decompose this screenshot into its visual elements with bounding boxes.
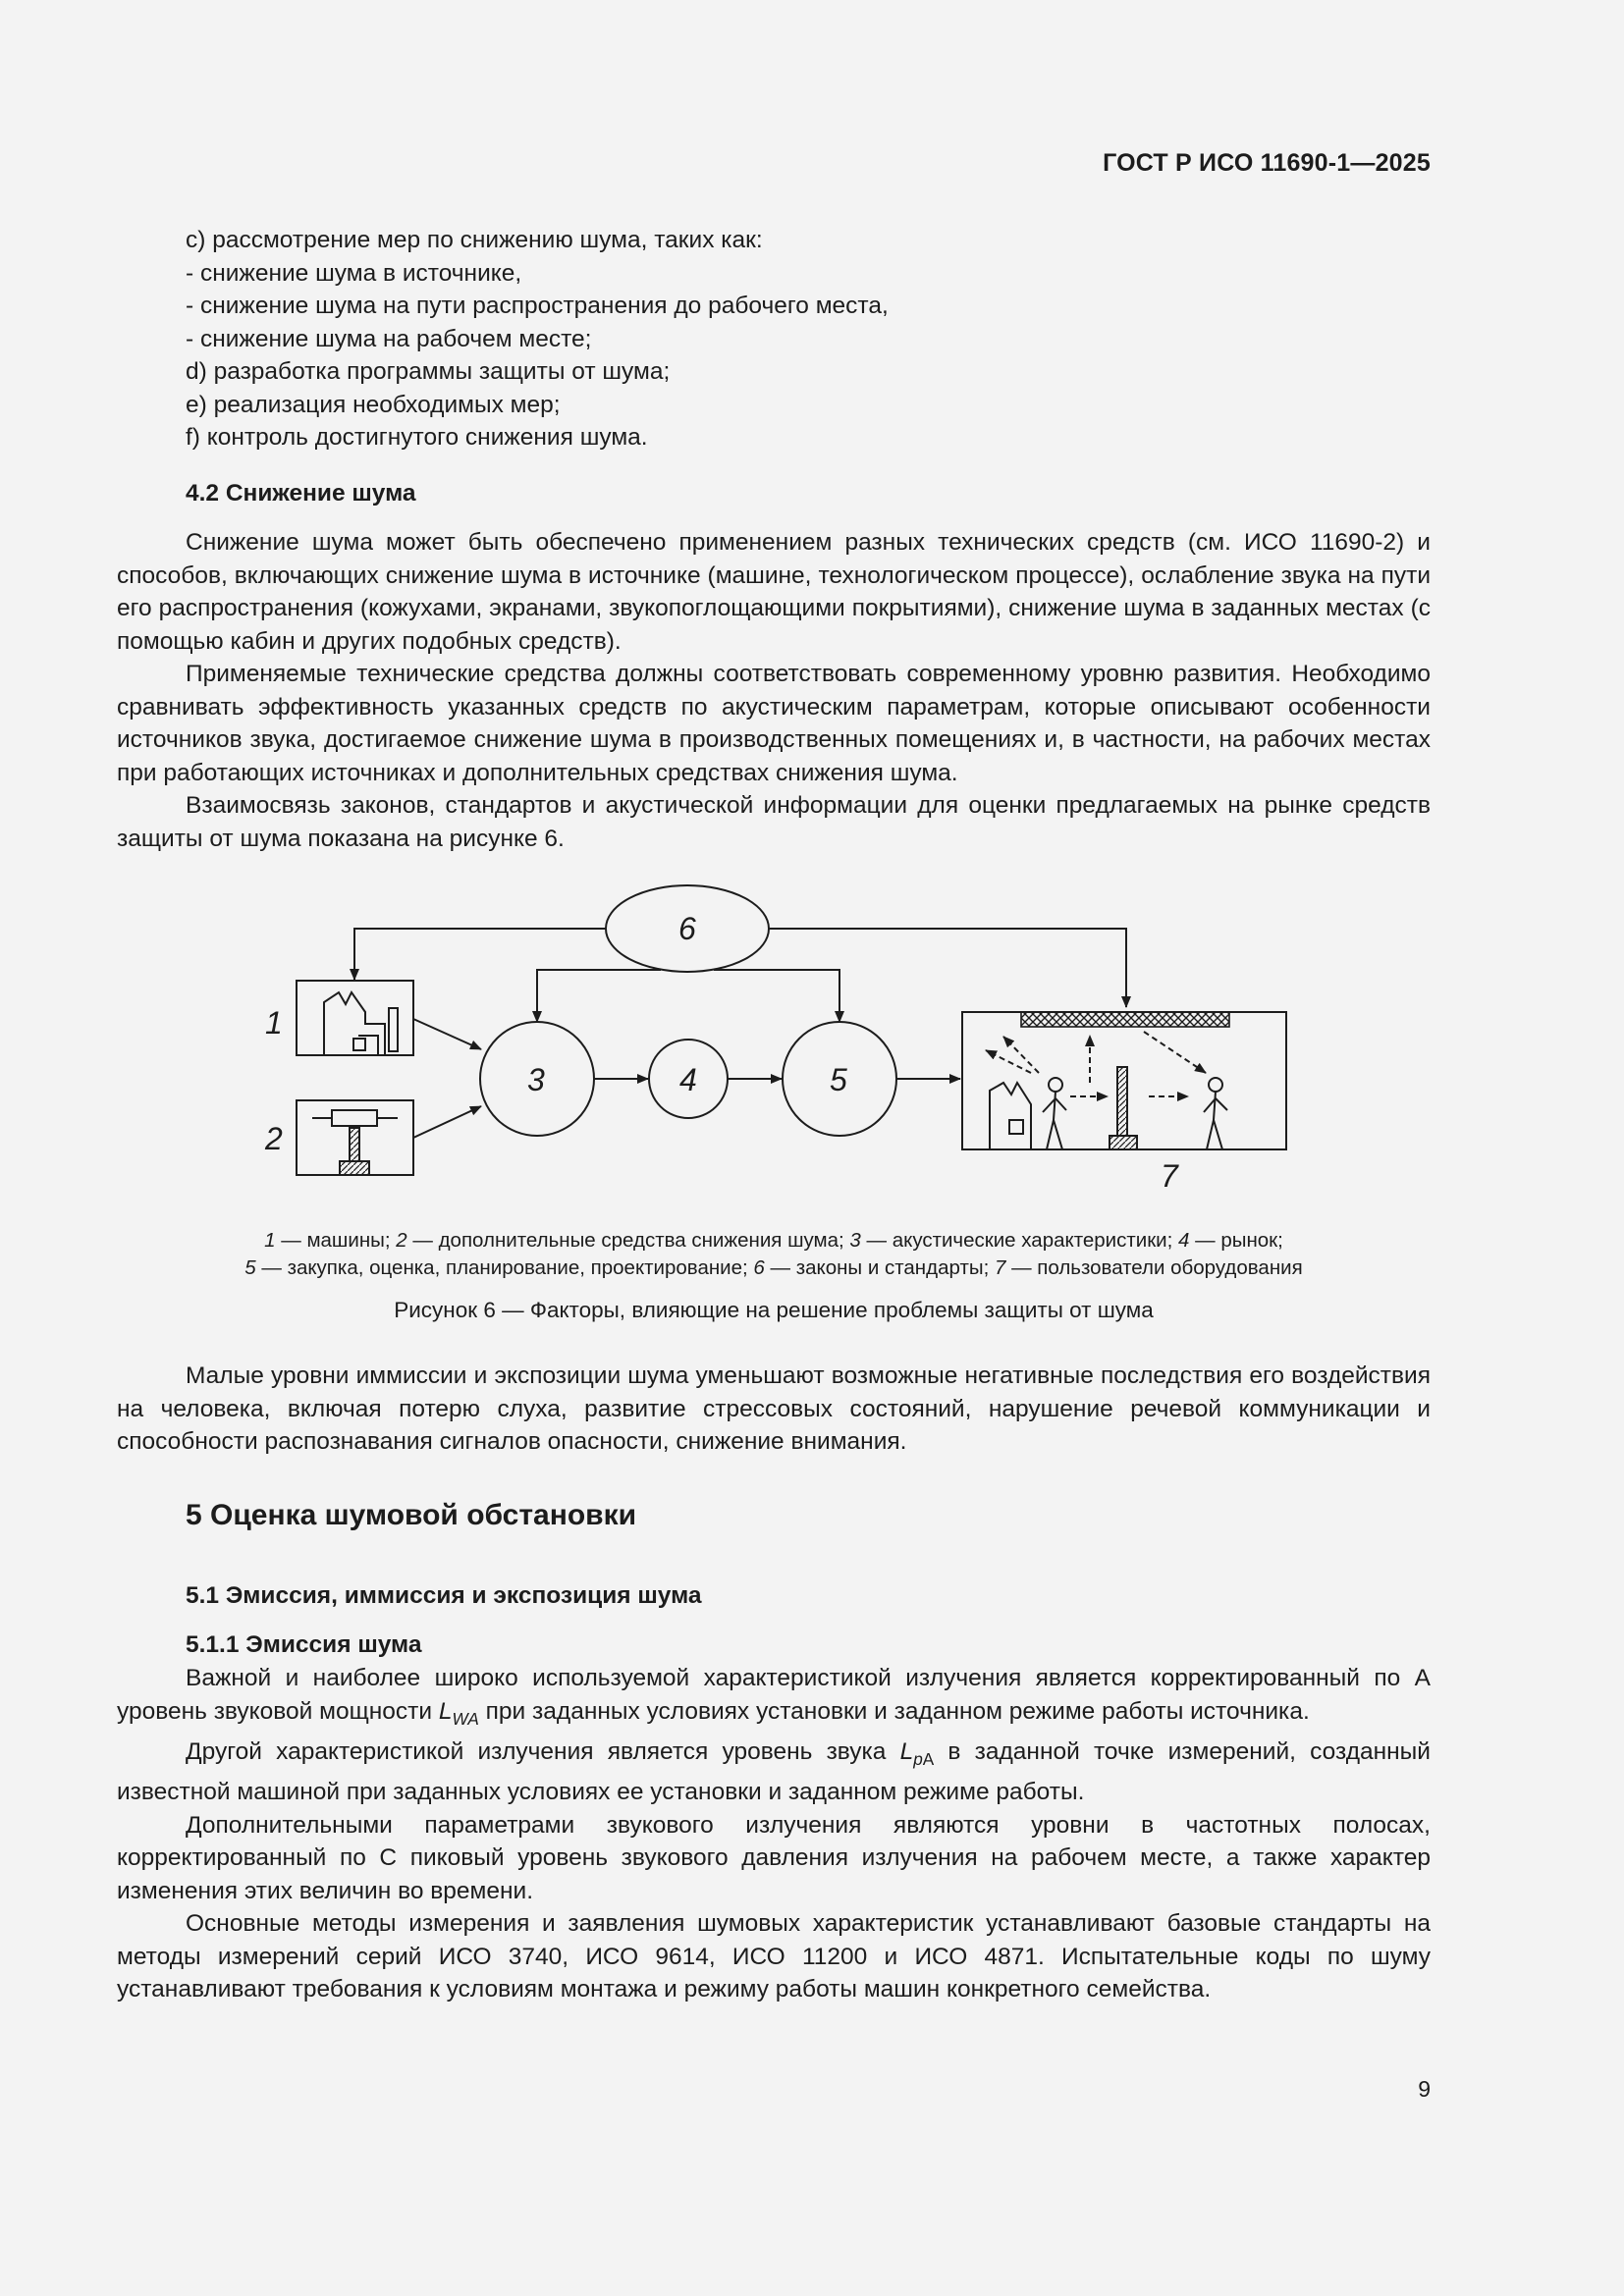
paragraph: Взаимосвязь законов, стандартов и акустической информации для оценки предлагаемых на рынке средств защиты от шума показана на рисунке 6.	[117, 792, 1431, 852]
figure-6-diagram	[0, 877, 1624, 1201]
document-code: ГОСТ Р ИСО 11690-1—2025	[1103, 149, 1431, 177]
label-4: 4	[679, 1062, 697, 1097]
paragraph: Применяемые технические средства должны соответствовать современному уровню развития. Необходимо сравнивать эффективность указанных средств по акустическим параметрам, которые описывают особенности источников звука, достигаемое снижение шума в производственных помещениях и, в частности, на рабочих местах при работающих источниках и дополнительных средствах снижения шума.	[117, 661, 1431, 786]
subscript: A	[922, 1748, 935, 1769]
list-item: f) контроль достигнутого снижения шума.	[186, 424, 648, 451]
list-item: - снижение шума на пути распространения до рабочего места,	[186, 293, 889, 319]
list-item: - снижение шума на рабочем месте;	[186, 325, 592, 352]
text-run: Важной и наиболее широко используемой характеристикой излучения является корректированный по А уровень звуковой мощности	[117, 1665, 1431, 1725]
section-heading-5: 5 Оценка шумовой обстановки	[186, 1499, 637, 1531]
text-run: при заданных условиях установки и заданном режиме работы источника.	[478, 1697, 1310, 1725]
section-heading-5-1: 5.1 Эмиссия, иммиссия и экспозиция шума	[186, 1582, 702, 1609]
subscript: p	[913, 1748, 923, 1769]
legend-line	[117, 1255, 1431, 1282]
text-run: Другой характеристикой излучения является уровень звука	[186, 1737, 900, 1765]
paragraph: Снижение шума может быть обеспечено применением разных технических средств (см. ИСО 11690-2) и способов, включающих снижение шума в источнике (машине, технологическом процессе), ослабление звука на пути его распространения (кожухами, экранами, звукопоглощающими покрытиями), снижение шума в заданных местах (с помощью кабин и других подобных средств).	[117, 529, 1431, 655]
text-run: в заданной точке измерений, созданный известной машиной при заданных условиях ее установки и заданном режиме работы.	[117, 1737, 1431, 1806]
legend-text: — пользователи оборудования	[1005, 1256, 1303, 1279]
list-item: - снижение шума в источнике,	[186, 259, 522, 287]
legend-num: 2	[396, 1229, 407, 1252]
measures-list	[186, 224, 1431, 454]
legend-text: — рынок;	[1189, 1229, 1283, 1252]
legend-text: — машины;	[275, 1229, 397, 1252]
list-item: d) разработка программы защиты от шума;	[186, 358, 671, 385]
section-4-2-body	[117, 526, 1431, 855]
legend-text: — дополнительные средства снижения шума;	[406, 1229, 850, 1252]
section-heading-5-1-1: 5.1.1 Эмиссия шума	[186, 1631, 422, 1658]
paragraph: Малые уровни иммиссии и экспозиции шума уменьшают возможные негативные последствия его воздействия на человека, включая потерю слуха, развитие стрессовых состояний, нарушение речевой коммуникации и способности распознавания сигналов опасности, снижение внимания.	[117, 1362, 1431, 1455]
arrow-6-to-5	[714, 970, 839, 1022]
label-2: 2	[265, 1121, 283, 1156]
symbol: L	[899, 1737, 914, 1765]
legend-num: 1	[264, 1229, 276, 1252]
paragraph: Основные методы измерения и заявления шумовых характеристик устанавливают базовые стандарты на методы измерений серий ИСО 3740, ИСО 9614, ИСО 11200 и ИСО 4871. Испытательные коды по шуму устанавливают требования к условиям монтажа и режиму работы машин конкретного семейства.	[117, 1910, 1431, 2003]
legend-num: 7	[994, 1256, 1006, 1279]
node-1-machines	[297, 981, 413, 1055]
label-3: 3	[527, 1062, 545, 1097]
legend-num: 5	[244, 1256, 256, 1279]
legend-num: 4	[1178, 1229, 1190, 1252]
paragraph: Дополнительными параметрами звукового излучения являются уровни в частотных полосах, корректированный по С пиковый уровень звукового давления излучения на рабочем месте, а также характер изменения этих величин во времени.	[117, 1811, 1431, 1904]
section-5-1-1-body	[117, 1662, 1431, 2006]
list-item: e) реализация необходимых мер;	[186, 391, 561, 418]
symbol: L	[438, 1697, 453, 1725]
label-1: 1	[265, 1005, 283, 1041]
legend-num: 6	[753, 1256, 765, 1279]
arrow-6-to-1	[354, 929, 606, 980]
after-figure-body	[117, 1360, 1431, 1459]
section-heading-4-2: 4.2 Снижение шума	[186, 480, 416, 507]
figure-legend	[117, 1227, 1431, 1282]
legend-text: — акустические характеристики;	[860, 1229, 1179, 1252]
legend-line	[117, 1227, 1431, 1255]
page-number: 9	[1418, 2076, 1431, 2102]
list-item: c) рассмотрение мер по снижению шума, таких как:	[186, 227, 763, 253]
figure-title: Рисунок 6 — Факторы, влияющие на решение проблемы защиты от шума	[394, 1298, 1154, 1322]
legend-num: 3	[849, 1229, 861, 1252]
legend-text: — закупка, оценка, планирование, проектирование;	[255, 1256, 754, 1279]
paragraph	[117, 1662, 1431, 1735]
label-5: 5	[830, 1062, 847, 1097]
legend-text: — законы и стандарты;	[764, 1256, 995, 1279]
paragraph	[117, 1735, 1431, 1809]
arrow-2-to-3	[413, 1106, 481, 1138]
arrow-6-to-7	[769, 929, 1126, 1007]
label-6: 6	[678, 911, 696, 946]
arrow-6-to-3	[537, 970, 661, 1022]
subscript: WA	[452, 1708, 479, 1729]
arrow-1-to-3	[413, 1019, 481, 1049]
label-7: 7	[1161, 1158, 1178, 1194]
